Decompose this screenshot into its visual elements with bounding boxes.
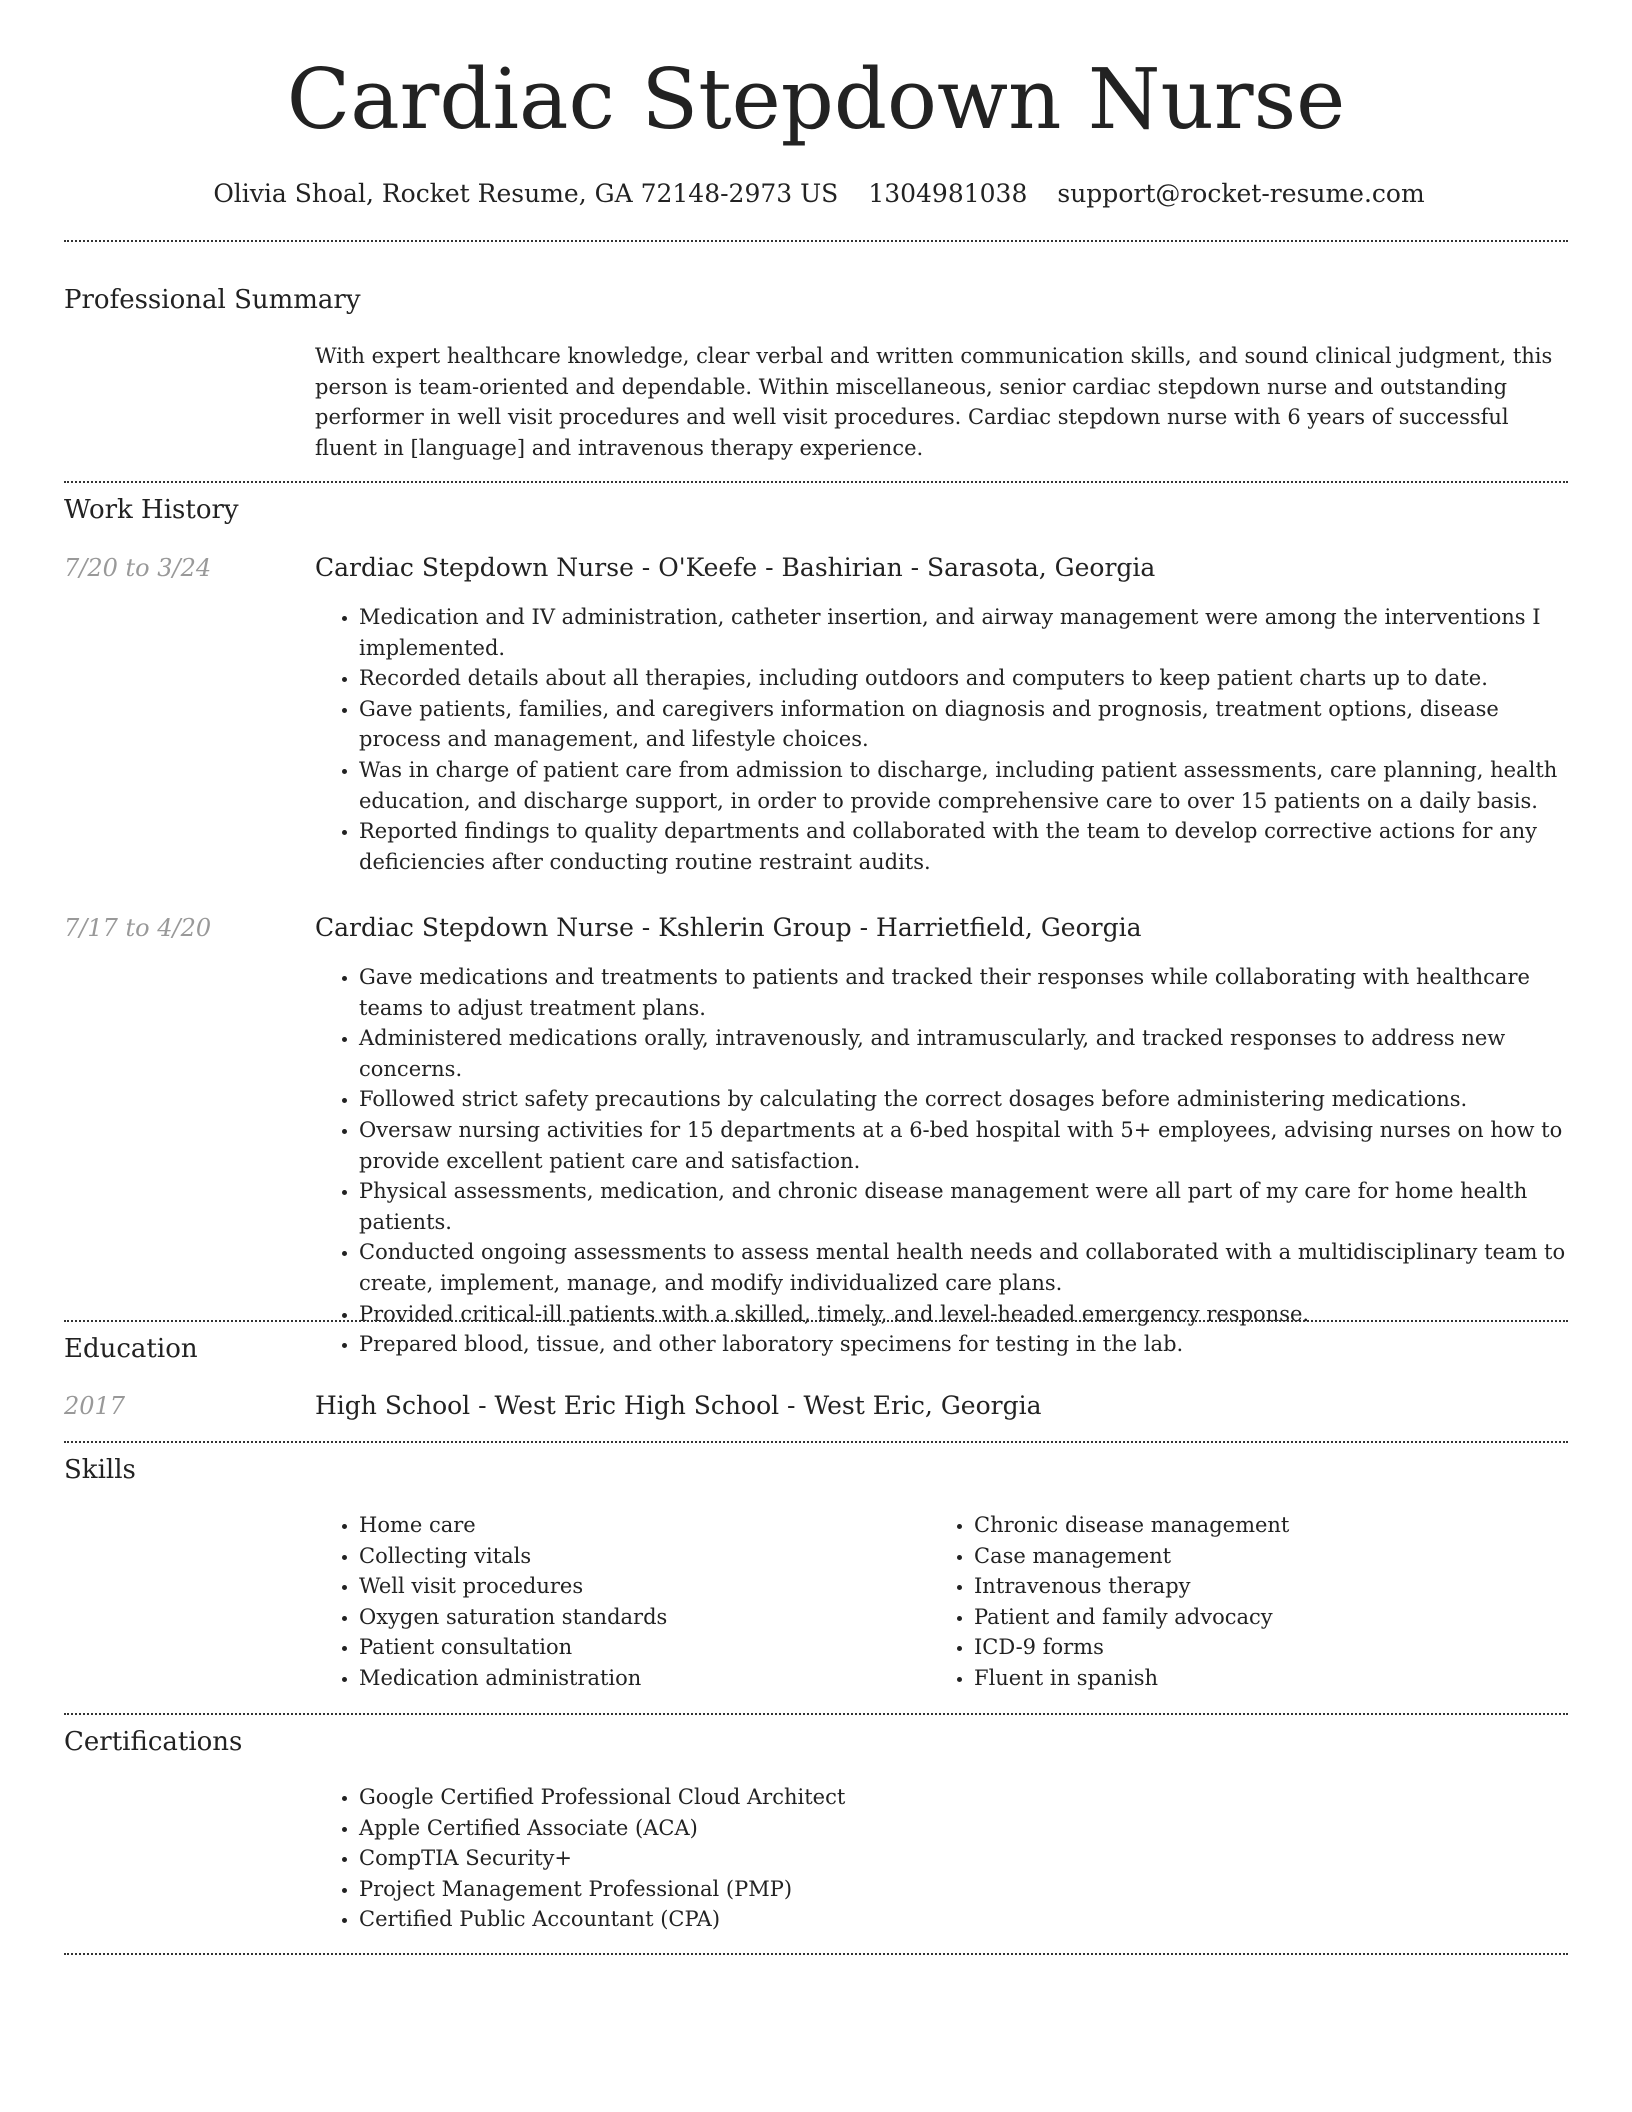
- job-heading: Cardiac Stepdown Nurse - O'Keefe - Bashirian - Sarasota, Georgia: [315, 553, 1156, 582]
- job-dates: 7/20 to 3/24: [64, 554, 212, 582]
- section-divider: [64, 481, 1568, 483]
- list-item: • Reported findings to quality departments and collaborated with the team to develop corrective actions for any deficiencies after conducting routine restraint audits.: [359, 816, 1573, 877]
- job-bullets: [315, 602, 1573, 877]
- contact-email: support@rocket-resume.com: [1057, 179, 1425, 208]
- education-heading: High School - West Eric High School - West Eric, Georgia: [315, 1391, 1042, 1420]
- section-title-summary: Professional Summary: [64, 285, 361, 315]
- list-item: • ICD-9 forms: [974, 1632, 1550, 1663]
- list-item: • Followed strict safety precautions by calculating the correct dosages before administering medications.: [359, 1084, 1573, 1115]
- list-item: • Patient consultation: [359, 1632, 915, 1663]
- contact-line: [0, 178, 1632, 210]
- contact-phone: 1304981038: [868, 179, 1028, 208]
- list-item: • Case management: [974, 1541, 1550, 1572]
- skills-list-left: [315, 1510, 915, 1694]
- list-item: • Oxygen saturation standards: [359, 1602, 915, 1633]
- job-heading: Cardiac Stepdown Nurse - Kshlerin Group - Harrietfield, Georgia: [315, 913, 1142, 942]
- education-year: 2017: [64, 1392, 126, 1420]
- job-bullets: [315, 962, 1573, 1360]
- section-title-skills: Skills: [64, 1455, 136, 1485]
- list-item: • Recorded details about all therapies, including outdoors and computers to keep patient charts up to date.: [359, 663, 1573, 694]
- list-item: • Certified Public Accountant (CPA): [359, 1904, 1573, 1935]
- list-item: • CompTIA Security+: [359, 1843, 1573, 1874]
- list-item: • Well visit procedures: [359, 1571, 915, 1602]
- list-item: • Oversaw nursing activities for 15 departments at a 6-bed hospital with 5+ employees, advising nurses on how to provide excellent patient care and satisfaction.: [359, 1115, 1573, 1176]
- list-item: • Chronic disease management: [974, 1510, 1550, 1541]
- skills-list-right: [930, 1510, 1550, 1694]
- list-item: • Administered medications orally, intravenously, and intramuscularly, and tracked responses to address new concerns.: [359, 1023, 1573, 1084]
- list-item: • Intravenous therapy: [974, 1571, 1550, 1602]
- resume-header: [0, 0, 1632, 210]
- list-item: • Fluent in spanish: [974, 1663, 1550, 1694]
- list-item: • Gave medications and treatments to patients and tracked their responses while collaborating with healthcare teams to adjust treatment plans.: [359, 962, 1573, 1023]
- section-title-work-history: Work History: [64, 495, 239, 525]
- list-item: • Collecting vitals: [359, 1541, 915, 1572]
- list-item: • Google Certified Professional Cloud Architect: [359, 1782, 1573, 1813]
- section-title-education: Education: [64, 1334, 198, 1364]
- list-item: • Medication and IV administration, catheter insertion, and airway management were among the interventions I implemented.: [359, 602, 1573, 663]
- list-item: • Home care: [359, 1510, 915, 1541]
- section-divider: [64, 1713, 1568, 1715]
- list-item: • Prepared blood, tissue, and other laboratory specimens for testing in the lab.: [359, 1329, 1573, 1360]
- summary-text: With expert healthcare knowledge, clear verbal and written communication skills, and sound clinical judgment, this person is team-oriented and dependable. Within miscellaneous, senior cardiac stepdown nurse and outstanding performer in well visit procedures and well visit procedures. Cardiac stepdown nurse with 6 years of successful fluent in [language] and intravenous therapy experience.: [315, 344, 1553, 460]
- section-divider: [64, 240, 1568, 242]
- contact-address: Olivia Shoal, Rocket Resume, GA 72148-2973 US: [213, 179, 839, 208]
- list-item: • Patient and family advocacy: [974, 1602, 1550, 1633]
- list-item: • Project Management Professional (PMP): [359, 1874, 1573, 1905]
- certifications-list: [315, 1782, 1573, 1935]
- list-item: • Medication administration: [359, 1663, 915, 1694]
- section-title-certifications: Certifications: [64, 1727, 243, 1757]
- list-item: • Physical assessments, medication, and chronic disease management were all part of my care for home health patients.: [359, 1176, 1573, 1237]
- section-divider: [64, 1953, 1568, 1955]
- section-divider: [64, 1320, 1568, 1322]
- job-dates: 7/17 to 4/20: [64, 914, 212, 942]
- list-item: • Was in charge of patient care from admission to discharge, including patient assessments, care planning, health education, and discharge support, in order to provide comprehensive care to over 15 patients on a daily basis.: [359, 755, 1573, 816]
- resume-title: Cardiac Stepdown Nurse: [286, 51, 1346, 148]
- list-item: • Provided critical-ill patients with a skilled, timely, and level-headed emergency response.: [359, 1299, 1573, 1330]
- list-item: • Conducted ongoing assessments to assess mental health needs and collaborated with a multidisciplinary team to create, implement, manage, and modify individualized care plans.: [359, 1237, 1573, 1298]
- list-item: • Gave patients, families, and caregivers information on diagnosis and prognosis, treatment options, disease process and management, and lifestyle choices.: [359, 694, 1573, 755]
- list-item: • Apple Certified Associate (ACA): [359, 1813, 1573, 1844]
- section-divider: [64, 1441, 1568, 1443]
